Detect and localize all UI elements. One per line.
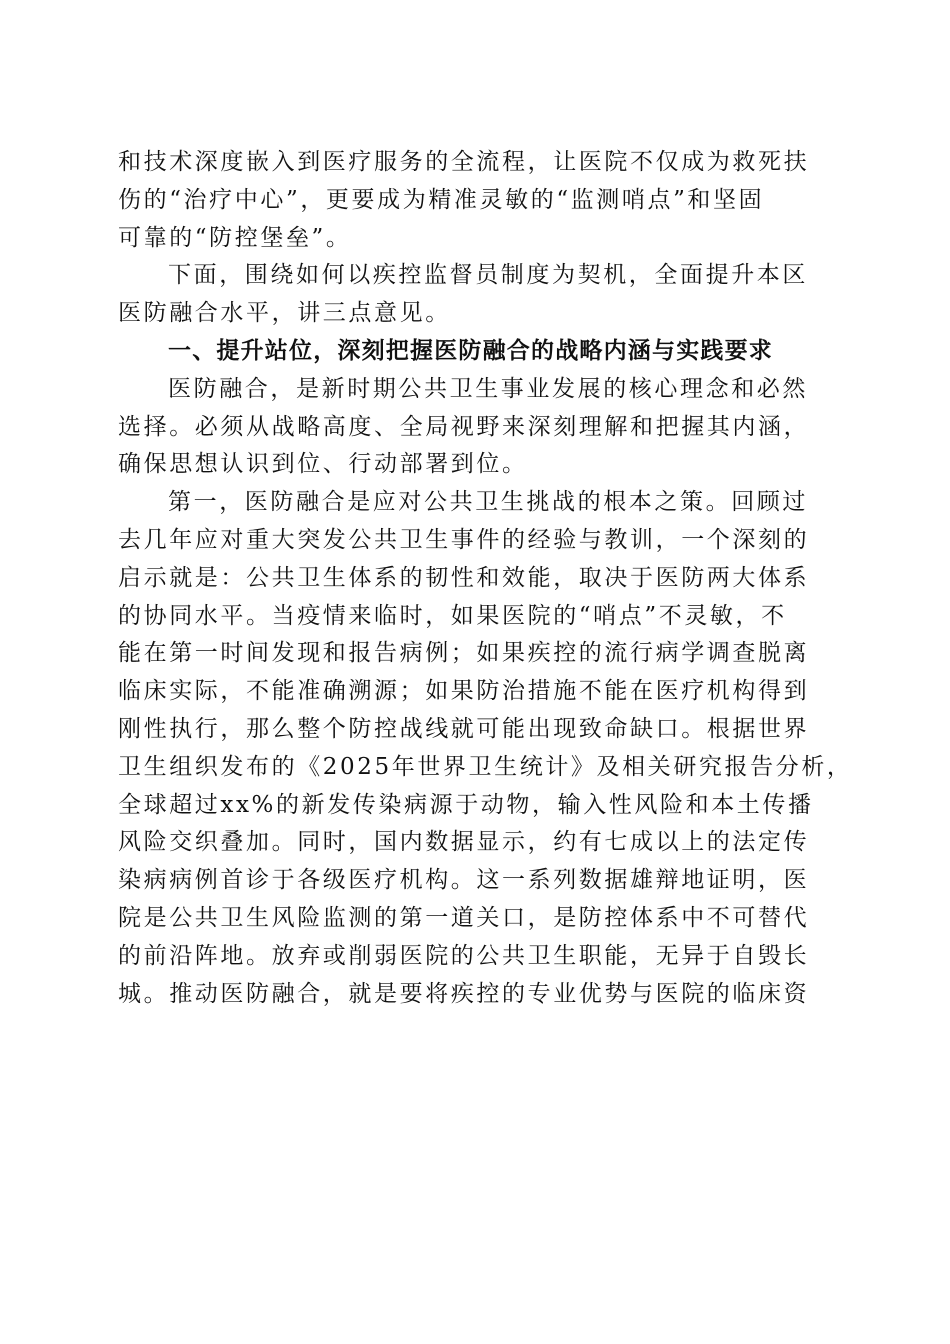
text-line: 临床实际，不能准确溯源；如果防治措施不能在医疗机构得到: [118, 678, 810, 705]
text-line: 全球超过xx%的新发传染病源于动物，输入性风险和本土传播: [118, 791, 814, 818]
paragraph-start-line: 下面，围绕如何以疾控监督员制度为契机，全面提升本区: [168, 262, 808, 289]
text-line: 染病病例首诊于各级医疗机构。这一系列数据雄辩地证明，医: [118, 867, 810, 894]
text-line: 去几年应对重大突发公共卫生事件的经验与教训，一个深刻的: [118, 526, 810, 553]
text-line: 的前沿阵地。放弃或削弱医院的公共卫生职能，无异于自毁长: [118, 942, 810, 969]
text-line: 的协同水平。当疫情来临时，如果医院的“哨点”不灵敏，不: [118, 602, 787, 629]
text-line: 选择。必须从战略高度、全局视野来深刻理解和把握其内涵，: [118, 413, 810, 440]
document-body: [118, 144, 853, 1013]
text-line: 城。推动医防融合，就是要将疾控的专业优势与医院的临床资: [118, 980, 810, 1007]
text-line: 刚性执行，那么整个防控战线就可能出现致命缺口。根据世界: [118, 715, 810, 742]
text-line: 可靠的“防控堡垒”。: [118, 224, 352, 251]
text-line: 确保思想认识到位、行动部署到位。: [118, 451, 528, 478]
text-line: 能在第一时间发现和报告病例；如果疾控的流行病学调查脱离: [118, 640, 810, 667]
paragraph-start-line: 医防融合，是新时期公共卫生事业发展的核心理念和必然: [168, 375, 808, 402]
text-line: 启示就是：公共卫生体系的韧性和效能，取决于医防两大体系: [118, 564, 810, 591]
text-line: 卫生组织发布的《2025年世界卫生统计》及相关研究报告分析，: [118, 753, 853, 780]
section-heading: 一、提升站位，深刻把握医防融合的战略内涵与实践要求: [168, 337, 773, 364]
text-line: 院是公共卫生风险监测的第一道关口，是防控体系中不可替代: [118, 904, 810, 931]
text-line: 伤的“治疗中心”，更要成为精准灵敏的“监测哨点”和坚固: [118, 186, 765, 213]
text-line: 和技术深度嵌入到医疗服务的全流程，让医院不仅成为救死扶: [118, 149, 810, 175]
text-line: 风险交织叠加。同时，国内数据显示，约有七成以上的法定传: [118, 829, 810, 856]
text-line: 医防融合水平，讲三点意见。: [118, 300, 451, 327]
paragraph-start-line: 第一，医防融合是应对公共卫生挑战的根本之策。回顾过: [168, 489, 808, 516]
